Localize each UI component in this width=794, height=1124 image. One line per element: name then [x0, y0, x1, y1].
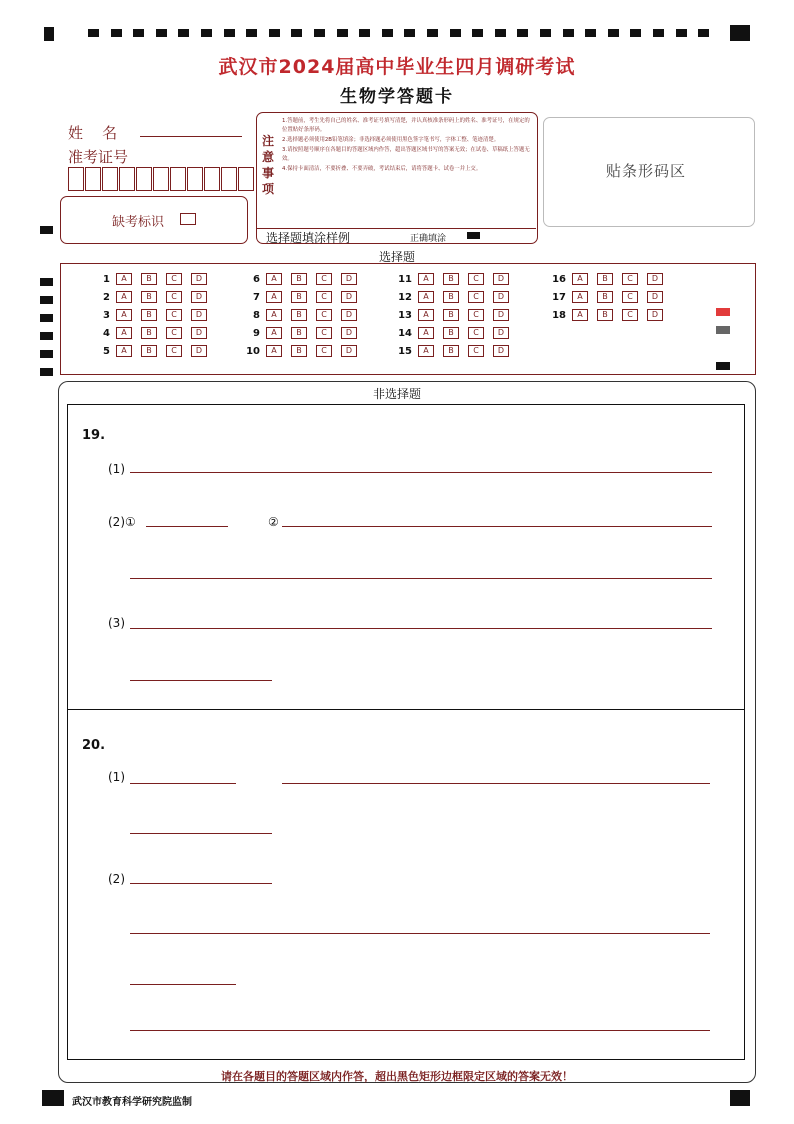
notes-list [282, 117, 532, 175]
mc-option-bubble[interactable]: C [622, 309, 638, 321]
mc-question-number: 18 [552, 309, 566, 321]
mc-question-number: 5 [103, 345, 110, 357]
mc-question-number: 3 [103, 309, 110, 321]
mc-question-number: 15 [398, 345, 412, 357]
answer-region [67, 404, 745, 1060]
mc-question-number: 7 [253, 291, 260, 303]
mc-option-bubble[interactable]: C [622, 291, 638, 303]
mc-question-row [238, 272, 366, 286]
timing-mark [337, 29, 348, 37]
timing-mark [178, 29, 189, 37]
mc-option-bubble[interactable]: A [418, 291, 434, 303]
mc-question-row [544, 272, 672, 286]
color-swatch-red [716, 308, 730, 316]
corner-mark-bottom-left [42, 1090, 64, 1106]
q19-part3-answer-line[interactable] [130, 628, 712, 629]
question-20-number: 20. [82, 738, 106, 753]
timing-mark-side [40, 278, 53, 286]
mc-option-bubble[interactable]: B [443, 327, 459, 339]
mc-option-bubble[interactable]: A [572, 309, 588, 321]
mc-option-bubble[interactable]: D [191, 309, 207, 321]
mc-option-bubble[interactable]: D [493, 345, 509, 357]
timing-mark [563, 29, 574, 37]
color-swatch-black [716, 362, 730, 370]
mc-option-bubble[interactable]: D [191, 327, 207, 339]
timing-mark [404, 29, 415, 37]
fill-sample-label: 选择题填涂样例 [266, 231, 351, 245]
timing-mark [450, 29, 461, 37]
q19-part2b-label: ② [268, 515, 279, 529]
mc-question-number: 17 [552, 291, 566, 303]
mc-option-bubble[interactable]: B [597, 273, 613, 285]
mc-option-bubble[interactable]: B [443, 273, 459, 285]
mc-option-bubble[interactable]: C [316, 345, 332, 357]
mc-question-number: 8 [253, 309, 260, 321]
correct-fill-label: 正确填涂 [410, 234, 447, 244]
mc-option-bubble[interactable]: B [291, 309, 307, 321]
q19-part3-label: (3) [108, 616, 125, 630]
q19-part1-answer-line[interactable] [130, 472, 712, 473]
issuer-label: 武汉市教育科学研究院监制 [72, 1097, 192, 1108]
q20-part1-answer-line-2[interactable] [282, 783, 710, 784]
note-item: 4.保持卡面清洁，不要折叠、不要弄破，考试结束后，请将答题卡、试卷一并上交。 [282, 166, 482, 172]
q20-part2-label: (2) [108, 872, 125, 886]
timing-mark [427, 29, 438, 37]
timing-mark [653, 29, 664, 37]
mc-option-bubble[interactable]: B [141, 327, 157, 339]
mc-question-row [238, 326, 366, 340]
mc-option-bubble[interactable]: A [266, 327, 282, 339]
mc-question-row [88, 272, 216, 286]
q20-part2-line-3[interactable] [130, 984, 236, 985]
q20-part2-answer-line[interactable] [130, 883, 272, 884]
corner-mark-top-left [44, 27, 54, 41]
nonmc-section-title: 非选择题 [372, 387, 421, 401]
mc-question-row [238, 308, 366, 322]
q20-part1-label: (1) [108, 770, 125, 784]
timing-mark [269, 29, 280, 37]
mc-option-bubble[interactable]: A [116, 309, 132, 321]
timing-mark-side [40, 296, 53, 304]
timing-mark [201, 29, 212, 37]
timing-mark [133, 29, 144, 37]
q20-part1-answer-line[interactable] [130, 783, 236, 784]
mc-option-bubble[interactable]: D [493, 273, 509, 285]
timing-mark [608, 29, 619, 37]
mc-question-row [238, 344, 366, 358]
q20-part2-line-2[interactable] [130, 933, 710, 934]
note-item: 2.选择题必须使用2B铅笔填涂；非选择题必须使用黑色签字笔书写，字体工整、笔迹清楚。 [282, 137, 500, 143]
mc-option-bubble[interactable]: B [141, 309, 157, 321]
question-19-number: 19. [82, 428, 106, 443]
mc-question-row [238, 290, 366, 304]
mc-question-row [88, 308, 216, 322]
mc-question-row [390, 326, 518, 340]
mc-option-bubble[interactable]: C [166, 309, 182, 321]
q20-part1-continued-line[interactable] [130, 833, 272, 834]
question-divider [67, 709, 745, 710]
timing-mark [472, 29, 483, 37]
mc-option-bubble[interactable]: D [647, 291, 663, 303]
q19-part2a-answer-line[interactable] [146, 526, 228, 527]
timing-mark [88, 29, 99, 37]
mc-question-number: 16 [552, 273, 566, 285]
mc-option-bubble[interactable]: C [166, 327, 182, 339]
note-item: 1.答题前，考生先将自己的姓名、准考证号填写清楚，并认真核准条形码上的姓名、准考证号，在规定的位置贴好条形码。 [282, 118, 530, 133]
correct-fill-mark [467, 232, 480, 239]
mc-option-bubble[interactable]: D [191, 345, 207, 357]
mc-option-bubble[interactable]: C [166, 273, 182, 285]
timing-mark [540, 29, 551, 37]
mc-option-bubble[interactable]: C [622, 273, 638, 285]
mc-option-bubble[interactable]: B [141, 273, 157, 285]
mc-option-bubble[interactable]: A [572, 273, 588, 285]
mc-option-bubble[interactable]: B [597, 309, 613, 321]
mc-option-bubble[interactable]: C [468, 327, 484, 339]
name-field[interactable] [140, 136, 242, 137]
timing-mark-side [40, 226, 53, 234]
mc-option-bubble[interactable]: B [291, 291, 307, 303]
mc-section-title: 选择题 [378, 250, 415, 264]
mc-option-bubble[interactable]: C [468, 345, 484, 357]
mc-option-bubble[interactable]: D [341, 345, 357, 357]
mc-option-bubble[interactable]: C [316, 273, 332, 285]
mc-question-number: 10 [246, 345, 260, 357]
mc-option-bubble[interactable]: C [316, 309, 332, 321]
q19-part2b-answer-line[interactable] [282, 526, 712, 527]
mc-option-bubble[interactable]: C [316, 327, 332, 339]
mc-option-bubble[interactable]: B [597, 291, 613, 303]
timing-mark [698, 29, 709, 37]
timing-mark [291, 29, 302, 37]
mc-option-bubble[interactable]: C [468, 309, 484, 321]
timing-mark-side [40, 332, 53, 340]
mc-option-bubble[interactable]: A [418, 345, 434, 357]
answer-sheet-title: 生物学答题卡 [340, 87, 454, 107]
corner-mark-top-right [730, 25, 750, 41]
absent-label: 缺考标识 [112, 215, 165, 230]
mc-option-bubble[interactable]: D [647, 273, 663, 285]
mc-option-bubble[interactable]: A [116, 345, 132, 357]
q19-part2-continued-line[interactable] [130, 578, 712, 579]
exam-id-grid[interactable] [68, 167, 255, 191]
mc-option-bubble[interactable]: A [266, 345, 282, 357]
mc-option-bubble[interactable]: A [418, 309, 434, 321]
timing-mark [156, 29, 167, 37]
mc-question-number: 2 [103, 291, 110, 303]
mc-question-number: 12 [398, 291, 412, 303]
mc-question-row [390, 272, 518, 286]
mc-option-bubble[interactable]: D [647, 309, 663, 321]
mc-question-row [544, 308, 672, 322]
mc-question-number: 1 [103, 273, 110, 285]
timing-mark [359, 29, 370, 37]
mc-option-bubble[interactable]: B [291, 345, 307, 357]
mc-question-row [390, 308, 518, 322]
mc-option-bubble[interactable]: D [191, 273, 207, 285]
mc-option-bubble[interactable]: D [341, 327, 357, 339]
mc-option-bubble[interactable]: A [116, 327, 132, 339]
answer-region-warning: 请在各题目的答题区域内作答，超出黑色矩形边框限定区域的答案无效！ [221, 1070, 573, 1083]
mc-option-bubble[interactable]: D [341, 291, 357, 303]
mc-option-bubble[interactable]: D [191, 291, 207, 303]
timing-mark [224, 29, 235, 37]
absent-checkbox[interactable] [180, 213, 196, 225]
exam-id-label: 准考证号 [68, 148, 129, 166]
corner-mark-bottom-right [730, 1090, 750, 1106]
mc-option-bubble[interactable]: C [468, 273, 484, 285]
mc-option-bubble[interactable]: A [266, 273, 282, 285]
mc-option-bubble[interactable]: A [266, 291, 282, 303]
mc-question-number: 14 [398, 327, 412, 339]
mc-option-bubble[interactable]: D [493, 309, 509, 321]
timing-mark [495, 29, 506, 37]
color-swatch-gray [716, 326, 730, 334]
mc-question-row [544, 290, 672, 304]
mc-option-bubble[interactable]: A [572, 291, 588, 303]
mc-question-row [88, 326, 216, 340]
mc-question-number: 11 [398, 273, 412, 285]
q19-part2a-label: (2)① [108, 515, 136, 529]
notes-heading: 注意事项 [262, 134, 275, 196]
mc-question-row [88, 344, 216, 358]
timing-mark [585, 29, 596, 37]
mc-question-row [88, 290, 216, 304]
mc-question-number: 13 [398, 309, 412, 321]
timing-mark [382, 29, 393, 37]
timing-mark-side [40, 314, 53, 322]
mc-option-bubble[interactable]: B [443, 345, 459, 357]
note-item: 3.请按照题号顺序在各题目的答题区域内作答，超出答题区域书写的答案无效；在试卷、草稿纸上答题无效。 [282, 147, 530, 162]
mc-option-bubble[interactable]: B [443, 291, 459, 303]
timing-mark [630, 29, 641, 37]
mc-option-bubble[interactable]: A [116, 291, 132, 303]
barcode-label: 贴条形码区 [606, 162, 687, 180]
mc-option-bubble[interactable]: C [468, 291, 484, 303]
mc-option-bubble[interactable]: C [166, 345, 182, 357]
mc-question-row [390, 290, 518, 304]
mc-option-bubble[interactable]: D [493, 291, 509, 303]
mc-option-bubble[interactable]: B [141, 345, 157, 357]
mc-option-bubble[interactable]: C [316, 291, 332, 303]
mc-question-row [390, 344, 518, 358]
mc-option-bubble[interactable]: D [493, 327, 509, 339]
mc-question-number: 6 [253, 273, 260, 285]
mc-option-bubble[interactable]: D [341, 273, 357, 285]
mc-question-number: 9 [253, 327, 260, 339]
mc-option-bubble[interactable]: B [443, 309, 459, 321]
timing-mark-side [40, 368, 53, 376]
mc-option-bubble[interactable]: B [291, 327, 307, 339]
q19-part3-continued-line[interactable] [130, 680, 272, 681]
timing-mark [111, 29, 122, 37]
q19-part1-label: (1) [108, 462, 125, 476]
timing-mark-side [40, 350, 53, 358]
mc-option-bubble[interactable]: A [418, 327, 434, 339]
name-label: 姓 名 [68, 124, 118, 142]
mc-option-bubble[interactable]: A [116, 273, 132, 285]
mc-option-bubble[interactable]: C [166, 291, 182, 303]
timing-mark [676, 29, 687, 37]
mc-question-number: 4 [103, 327, 110, 339]
mc-option-bubble[interactable]: B [291, 273, 307, 285]
mc-option-bubble[interactable]: B [141, 291, 157, 303]
timing-mark [314, 29, 325, 37]
mc-option-bubble[interactable]: A [418, 273, 434, 285]
timing-mark [246, 29, 257, 37]
mc-option-bubble[interactable]: A [266, 309, 282, 321]
timing-mark [517, 29, 528, 37]
exam-title: 武汉市2024届高中毕业生四月调研考试 [218, 56, 576, 78]
mc-option-bubble[interactable]: D [341, 309, 357, 321]
q20-part2-line-4[interactable] [130, 1030, 710, 1031]
